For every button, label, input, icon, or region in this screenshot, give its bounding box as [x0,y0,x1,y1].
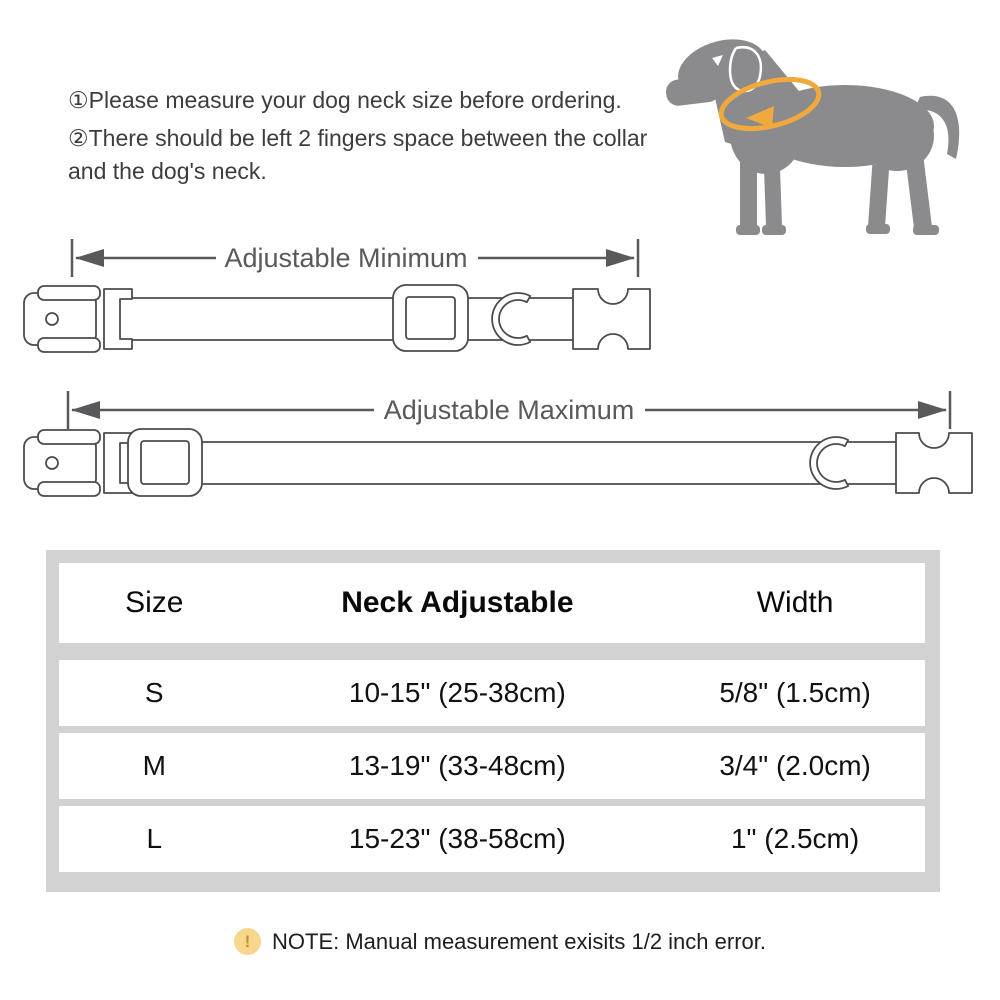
table-header-row [59,563,925,643]
measuring-instructions [68,84,653,193]
size-cell: S [144,677,164,708]
width-cell: 5/8" (1.5cm) [719,677,871,708]
left-arrowhead [71,401,100,419]
right-arrowhead [918,401,947,419]
collar-strap [112,298,592,340]
right-arrowhead [606,249,635,267]
dog-silhouette [665,30,960,235]
table-row-l [59,806,925,872]
neck-cell: 13-19" (33-48cm) [348,750,566,781]
collar-maximum-diagram [0,428,1000,498]
triglide-slider [128,429,202,496]
size-cell: L [146,823,163,854]
adjustable-minimum-dimension [0,236,1000,282]
triglide-slider [393,285,468,351]
size-chart-table [46,550,940,892]
collar-strap [112,442,912,484]
size-cell: M [142,750,166,781]
header-neck-adjustable: Neck Adjustable [341,586,574,619]
neck-cell: 15-23" (38-58cm) [348,823,566,854]
buckle-male [896,433,972,493]
table-row-s [59,660,925,726]
dog-neck-measure-icon [652,22,974,242]
header-size: Size [125,586,184,619]
adjustable-minimum-label: Adjustable Minimum [224,243,468,273]
note-text: NOTE: Manual measurement exisits 1/2 inch error. [272,928,766,954]
neck-cell: 10-15" (25-38cm) [348,677,566,708]
buckle-male [573,289,650,349]
instruction-line-1: ①Please measure your dog neck size before ordering. [68,87,622,113]
collar-minimum-diagram [0,283,1000,355]
instruction-line-2: ②There should be left 2 fingers space between the collar and the dog's neck. [68,125,648,184]
exclamation-icon: ! [234,928,261,955]
buckle-female [24,430,132,496]
table-row-m [59,733,925,799]
adjustable-maximum-label: Adjustable Maximum [383,395,635,425]
width-cell: 1" (2.5cm) [730,823,860,854]
left-arrowhead [75,249,104,267]
header-width: Width [756,586,834,619]
buckle-female [24,286,132,352]
measurement-note [0,928,1000,955]
width-cell: 3/4" (2.0cm) [719,750,871,781]
